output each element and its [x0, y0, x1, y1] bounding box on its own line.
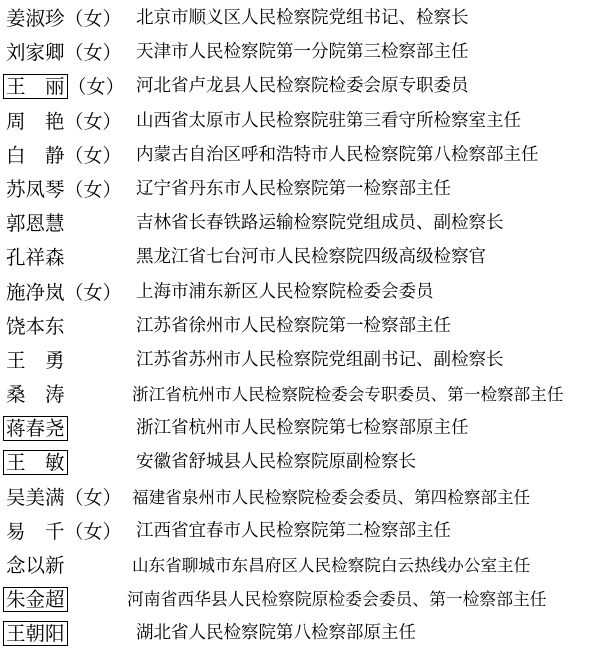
- list-item: [0, 583, 600, 617]
- person-name: [5, 449, 70, 476]
- person-title: 天津市人民检察院第一分院第三检察部主任: [136, 42, 469, 63]
- person-title: 山东省聊城市东昌府区人民检察院白云热线办公室主任: [132, 556, 531, 575]
- person-title: 吉林省长春铁路运输检察院党组成员、副检察长: [136, 213, 504, 234]
- name-box: 蒋春尧: [3, 416, 68, 441]
- person-name: 孔祥森: [6, 246, 65, 270]
- list-item: [0, 2, 600, 36]
- person-name: 姜淑珍（女）: [6, 7, 122, 30]
- person-title: 河北省卢龙县人民检察院检委会原专职委员: [136, 76, 469, 97]
- person-name: 桑 涛: [6, 383, 65, 407]
- person-title: 内蒙古自治区呼和浩特市人民检察院第八检察部主任: [136, 144, 539, 165]
- person-name: 刘家卿（女）: [6, 41, 122, 65]
- person-title: 江苏省徐州市人民检察院第一检察部主任: [136, 315, 451, 336]
- person-name: 王 勇: [6, 348, 65, 372]
- person-title: 浙江省杭州市人民检察院检委会专职委员、第一检察部主任: [132, 385, 564, 405]
- person-name: 饶本东: [6, 314, 65, 338]
- person-title: 江苏省苏州市人民检察院党组副书记、副检察长: [136, 349, 504, 370]
- person-title: 辽宁省丹东市人民检察院第一检察部主任: [136, 178, 451, 199]
- list-item: [0, 139, 600, 173]
- person-name: [5, 620, 70, 647]
- name-box: 王 丽: [3, 74, 68, 99]
- list-item: [0, 70, 600, 104]
- name-box: 朱金超: [3, 587, 68, 612]
- list-item: [0, 173, 600, 207]
- list-item: [0, 549, 600, 583]
- person-name: 易 千（女）: [6, 519, 122, 543]
- person-title: 黑龙江省七台河市人民检察院四级高级检察官: [136, 247, 486, 268]
- person-name: 吴美满（女）: [6, 485, 122, 509]
- person-title: 安徽省舒城县人民检察院原副检察长: [136, 452, 416, 473]
- list-item: [0, 310, 600, 344]
- list-item: [0, 617, 600, 651]
- person-title: 浙江省杭州市人民检察院第七检察部原主任: [136, 418, 469, 439]
- list-item: [0, 241, 600, 275]
- list-item: [0, 105, 600, 139]
- name-box: 王 敏: [3, 450, 68, 475]
- person-name: 念以新: [6, 554, 65, 577]
- person-name: 王 丽 （女）: [5, 73, 127, 100]
- person-title: 北京市顺义区人民检察院党组书记、检察长: [136, 8, 469, 28]
- person-name: [5, 586, 70, 613]
- person-name: [5, 415, 70, 442]
- person-title: 湖北省人民检察院第八检察部原主任: [136, 623, 416, 644]
- person-title: 河南省西华县人民检察院原检委会委员、第一检察部主任: [127, 589, 547, 610]
- list-item: [0, 515, 600, 549]
- person-name: 郭恩慧: [6, 212, 65, 236]
- person-title: 上海市浦东新区人民检察院检委会委员: [136, 281, 434, 302]
- person-title: 江西省宜春市人民检察院第二检察部主任: [136, 520, 451, 541]
- list-item: [0, 378, 600, 412]
- list-item: [0, 344, 600, 378]
- list-item: [0, 36, 600, 70]
- person-name: 施净岚（女）: [6, 280, 122, 304]
- list-item: [0, 207, 600, 241]
- name-list: [0, 2, 600, 652]
- person-title: 福建省泉州市人民检察院检委会委员、第四检察部主任: [132, 487, 531, 507]
- person-name: 周 艳（女）: [6, 109, 122, 133]
- list-item: [0, 481, 600, 515]
- list-item: [0, 446, 600, 480]
- list-item: [0, 276, 600, 310]
- person-name: 白 静（女）: [6, 143, 122, 167]
- name-box: 王朝阳: [3, 621, 68, 646]
- person-name: 苏凤琴（女）: [6, 177, 122, 201]
- person-title: 山西省太原市人民检察院驻第三看守所检察室主任: [136, 110, 521, 131]
- list-item: [0, 412, 600, 446]
